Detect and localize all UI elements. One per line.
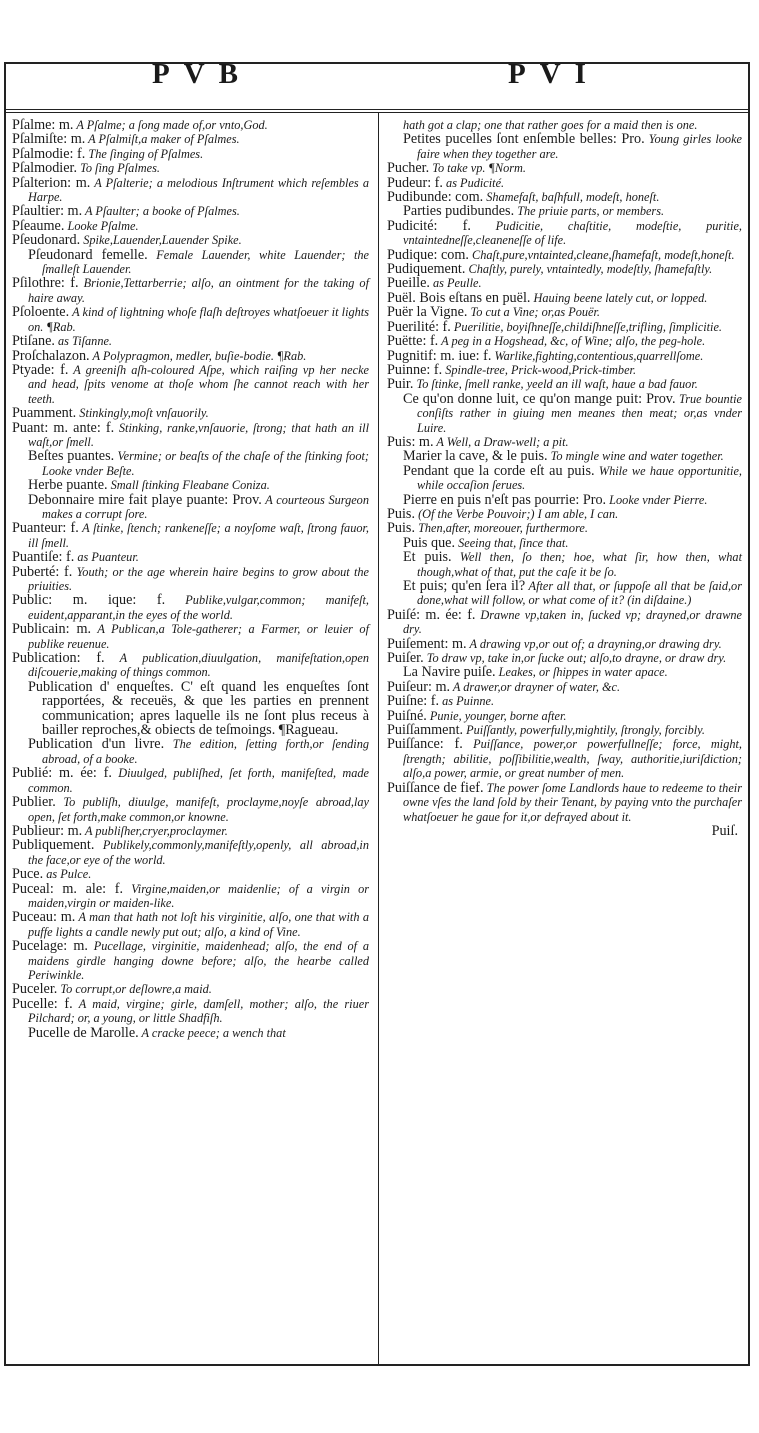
entry-definition: A Pſalterie; a melodious Inſtrument which reſembles a Harpe. — [28, 175, 369, 205]
entry-definition: Stinking, ranke,vnſauorie, ſtrong; that hath an ill waſt,or ſmell. — [28, 420, 369, 449]
dictionary-entry — [387, 608, 742, 637]
entry-headword: Puberté: f. — [12, 563, 73, 580]
dictionary-entry — [12, 363, 369, 406]
entry-definition: The priuie parts, or members. — [514, 204, 665, 219]
entry-headword: Pſeudonard femelle. — [28, 246, 148, 263]
entry-definition: Virgine,maiden,or maidenlie; of a virgin or maiden,virgin or maiden-like. — [28, 881, 369, 910]
dictionary-entry — [387, 132, 742, 161]
entry-definition: Chaſtly, purely, vntaintedly, modeſtly, ſhamefaſtly. — [465, 262, 713, 277]
dictionary-entry — [387, 334, 742, 348]
entry-headword: Herbe puante. — [28, 477, 108, 494]
entry-headword: Pendant que la corde eſt au puis. — [403, 462, 595, 479]
entry-definition: A peg in a Hogshead, &c, of Wine; alſo, the peg-hole. — [438, 334, 706, 349]
entry-definition: To publiſh, diuulge, manifeſt, proclayme,noyſe abroad,lay open, ſet forth,make common,or knowne. — [28, 795, 369, 824]
entry-definition: Puerilitie, boyiſhneſſe,childiſhneſſe,trifling, ſimplicitie. — [450, 319, 723, 334]
dictionary-entry — [12, 651, 369, 680]
entry-definition: The edition, ſetting forth,or ſending abroad, of a booke. — [42, 737, 369, 766]
dictionary-entry — [12, 248, 369, 277]
entry-headword: Pſalmodie: f. — [12, 145, 86, 162]
catchword: Puiſ. — [711, 822, 738, 839]
entry-definition: as Pudicité. — [442, 175, 505, 190]
left-column — [12, 118, 369, 1040]
dictionary-entry — [387, 161, 742, 175]
entry-definition: Puiſſance, power,or powerfullneſſe; force, might, ſtrength; abilitie, poſſibilitie,wealth, ſway, authoritie,iuriſdiction; alſo,a power, armie, or great number of men. — [403, 737, 742, 781]
entry-headword: Puël. Bois eſtans en puël. — [387, 289, 531, 306]
entry-headword: Puis que. — [403, 534, 456, 551]
dictionary-entry — [12, 939, 369, 982]
dictionary-entry — [387, 680, 742, 694]
entry-definition: True bountie conſiſts rather in giuing men meanes then meat; or,as vnder Luire. — [417, 391, 742, 435]
dictionary-entry — [12, 132, 369, 146]
header-rule-bottom-2 — [4, 112, 749, 113]
entry-definition: The power ſome Landlords haue to redeeme to their owne vſes the land ſold by their Tenant, by paying vnto the purchaſer whatſoeuer he gaue for it,or defrayed about it. — [403, 780, 742, 824]
dictionary-entry — [387, 392, 742, 435]
entry-definition: Leakes, or ſhippes in water apace. — [495, 665, 668, 680]
dictionary-entry — [387, 363, 742, 377]
entry-definition: A cracke peece; a wench that — [138, 1025, 286, 1040]
dictionary-entry — [12, 680, 369, 738]
header-left: PVB — [152, 58, 252, 90]
entry-headword: Puinne: f. — [387, 361, 443, 378]
entry-definition: Then,after, moreouer, furthermore. — [415, 521, 588, 536]
dictionary-entry — [387, 349, 742, 363]
entry-headword: La Navire puiſe. — [403, 664, 496, 681]
entry-headword: Publication d'un livre. — [28, 736, 165, 753]
dictionary-entry — [12, 795, 369, 824]
entry-headword: Puis. — [387, 520, 415, 537]
right-column — [387, 118, 742, 838]
entry-definition: A publiſher,cryer,proclaymer. — [82, 823, 228, 838]
entry-definition: Pucellage, virginitie, maidenhead; alſo, the end of a maidens girdle hanging downe before; alſo, the hearbe called Periwinkle. — [28, 939, 369, 982]
entry-definition: A kind of lightning whoſe flaſh deſtroyes whatſoeuer it lights on. ¶Rab. — [28, 305, 369, 334]
dictionary-entry — [387, 521, 742, 535]
entry-definition: Young girles looke faire when they together are. — [417, 132, 742, 161]
dictionary-entry — [387, 651, 742, 665]
entry-definition: hath got a clap; one that rather goes for a maid then is one. — [403, 118, 698, 132]
dictionary-entry — [12, 349, 369, 363]
dictionary-entry — [12, 824, 369, 838]
entry-headword: Pſalmiſte: m. — [12, 131, 86, 148]
dictionary-entry — [387, 550, 742, 579]
entry-headword: Pſoloente. — [12, 304, 70, 321]
entry-definition: Warlike,fighting,contentious,quarrellſome. — [491, 348, 704, 363]
entry-headword: Pucher. — [387, 160, 430, 177]
dictionary-entry — [387, 579, 742, 608]
dictionary-entry — [12, 737, 369, 766]
entry-headword: Pierre en puis n'eſt pas pourrie: Pro. — [403, 491, 607, 508]
entry-headword: Pucelle de Marolle. — [28, 1024, 139, 1041]
entry-definition: Pudicitie, chaſtitie, modeſtie, puritie, vntaintedneſſe,cleaneneſſe of life. — [403, 218, 742, 248]
entry-headword: Publier. — [12, 794, 56, 811]
entry-headword: Pudiquement. — [387, 261, 466, 278]
entry-headword: Parties pudibundes. — [403, 203, 515, 220]
dictionary-entry — [12, 161, 369, 175]
entry-headword: Puantiſe: f. — [12, 549, 75, 566]
entry-definition: Drawne vp,taken in, ſucked vp; drayned,or drawne dry. — [403, 607, 743, 637]
entry-headword: Ptyade: f. — [12, 361, 69, 378]
entry-headword: Pſeudonard. — [12, 232, 81, 249]
entry-headword: Puceal: m. ale: f. — [12, 880, 124, 897]
entry-headword: Publication: f. — [12, 650, 105, 667]
entry-definition: Punie, younger, borne after. — [426, 708, 567, 723]
column-divider — [378, 112, 379, 1364]
dictionary-entry — [387, 464, 742, 493]
entry-headword: Pudibunde: com. — [387, 189, 484, 206]
entry-headword: Puër la Vigne. — [387, 304, 468, 321]
entry-definition: A maid, virgine; girle, damſell, mother; alſo, the riuer Pilchard; or, a young, or little Shadfiſh. — [28, 996, 369, 1026]
entry-definition: A Pſalme; a ſong made of,or vnto,God. — [73, 118, 268, 132]
entry-definition: Publike,vulgar,common; manifeſt, euident,apparant,in the eyes of the world. — [28, 593, 369, 622]
entry-headword: Publication d' enqueſtes. C' eſt quand les enqueſtes ſont rapportées, & receuës, & que les parties en prennent communication; apres laquelle ils ne ſont plus receus à bailler reproches,& obiects de teſmoings. ¶Ragueau. — [28, 678, 369, 739]
entry-definition: To draw vp, take in,or ſucke out; alſo,to drayne, or draw dry. — [423, 651, 727, 666]
entry-headword: Pueille. — [387, 275, 430, 292]
dictionary-entry — [12, 276, 369, 305]
dictionary-entry — [387, 637, 742, 651]
entry-definition: Looke Pſalme. — [64, 218, 139, 233]
entry-headword: Puis. — [387, 505, 415, 522]
entry-headword: Puir. — [387, 376, 414, 393]
dictionary-entry — [12, 521, 369, 550]
entry-headword: Pſeaume. — [12, 217, 65, 234]
header-rule-top — [4, 62, 749, 64]
dictionary-entry — [12, 421, 369, 450]
entry-headword: Petites pucelles ſont enſemble belles: Pro. — [403, 131, 645, 148]
entry-headword: Puant: m. ante: f. — [12, 419, 115, 436]
dictionary-entry — [12, 997, 369, 1026]
entry-headword: Pugnitif: m. iue: f. — [387, 347, 492, 364]
dictionary-entry — [387, 320, 742, 334]
entry-headword: Beſtes puantes. — [28, 448, 115, 465]
entry-definition: A ſtinke, ſtench; rankeneſſe; a noyſome waſt, ſtrong fauor, ill ſmell. — [28, 521, 369, 550]
entry-definition: A greeniſh aſh-coloured Aſpe, which raiſing vp her necke and head, ſpits venome at thoſe whom ſhe cannot reach with her teeth. — [28, 362, 370, 406]
dictionary-entry — [12, 334, 369, 348]
entry-headword: Marier la cave, & le puis. — [403, 448, 548, 465]
entry-headword: Ce qu'on donne luit, ce qu'on mange puit: Prov. — [403, 390, 676, 407]
dictionary-entry — [12, 176, 369, 205]
entry-headword: Pſaultier: m. — [12, 203, 83, 220]
entry-definition: A publication,diuulgation, manifeſtation,open diſcouerie,making of things common. — [28, 651, 369, 680]
entry-headword: Puiſne: f. — [387, 693, 440, 710]
entry-definition: Seeing that, ſince that. — [455, 535, 569, 550]
dictionary-entry — [12, 233, 369, 247]
entry-headword: Publiquement. — [12, 837, 95, 854]
dictionary-entry — [12, 593, 369, 622]
entry-headword: Pſalmodier. — [12, 160, 78, 177]
dictionary-entry — [12, 867, 369, 881]
entry-definition: Female Lauender, white Lauender; the ſmalleſt Lauender. — [42, 247, 370, 277]
entry-headword: Puceau: m. — [12, 909, 76, 926]
dictionary-entry — [12, 910, 369, 939]
entry-definition: To take vp. ¶Norm. — [429, 161, 527, 176]
entry-headword: Et puis. — [403, 549, 452, 566]
entry-headword: Puerilité: f. — [387, 318, 451, 335]
dictionary-entry — [12, 204, 369, 218]
entry-headword: Et puis; qu'en ſera il? — [403, 578, 526, 594]
dictionary-entry — [12, 622, 369, 651]
dictionary-entry — [12, 406, 369, 420]
entry-definition: To cut a Vine; or,as Pouër. — [467, 305, 600, 320]
entry-headword: Pſalterion: m. — [12, 174, 91, 191]
entry-headword: Pudique: com. — [387, 246, 469, 263]
entry-definition: To ſing Pſalmes. — [77, 161, 160, 176]
entry-definition: as Tiſanne. — [54, 334, 113, 349]
dictionary-entry — [12, 565, 369, 594]
entry-headword: Puiſſamment. — [387, 722, 464, 739]
dictionary-entry — [387, 190, 742, 204]
outer-rule-left — [4, 62, 6, 1366]
entry-definition: as Peulle. — [429, 276, 482, 291]
dictionary-entry — [387, 493, 742, 507]
dictionary-entry — [12, 118, 369, 132]
dictionary-entry — [387, 435, 742, 449]
entry-headword: Ptiſane. — [12, 333, 55, 350]
entry-headword: Puiſeur: m. — [387, 678, 451, 695]
entry-headword: Puce. — [12, 866, 44, 883]
dictionary-entry — [387, 737, 742, 780]
entry-headword: Puis: m. — [387, 433, 434, 450]
entry-definition: as Puinne. — [439, 694, 495, 709]
entry-definition: Small ſtinking Fleabane Coniza. — [107, 478, 270, 493]
dictionary-entry — [387, 305, 742, 319]
entry-definition: Youth; or the age wherein haire begins to grow about the priuities. — [28, 564, 369, 593]
entry-headword: Puamment. — [12, 405, 77, 422]
entry-headword: Publié: m. ée: f. — [12, 765, 112, 782]
entry-definition: Diuulged, publiſhed, ſet forth, manifeſted, made common. — [28, 766, 369, 795]
dictionary-entry — [12, 147, 369, 161]
entry-definition: Shamefaſt, baſhfull, modeſt, honeſt. — [483, 190, 660, 205]
outer-rule-right — [748, 62, 750, 1366]
dictionary-entry — [387, 709, 742, 723]
entry-headword: Puiſer. — [387, 650, 424, 667]
entry-definition: Stinkingly,moſt vnſauorily. — [76, 406, 209, 421]
dictionary-entry — [387, 291, 742, 305]
entry-definition: While we haue opportunitie, while occaſion ſerues. — [417, 463, 742, 493]
entry-definition: The ſinging of Pſalmes. — [85, 146, 204, 161]
dictionary-entry — [387, 781, 742, 824]
header-rule-bottom — [4, 109, 749, 110]
entry-definition: A Polypragmon, medler, buſie-bodie. ¶Rab. — [89, 348, 307, 363]
entry-definition: To mingle wine and water together. — [547, 449, 724, 464]
entry-definition: Puiſſantly, powerfully,mightily, ſtrongly, forcibly. — [463, 723, 706, 738]
dictionary-entry — [12, 305, 369, 334]
entry-definition: A Pſaulter; a booke of Pſalmes. — [82, 204, 240, 219]
dictionary-entry — [12, 882, 369, 911]
entry-headword: Pſalme: m. — [12, 117, 74, 133]
entry-definition: (Of the Verbe Pouvoir;) I am able, I can. — [415, 506, 619, 521]
entry-definition: Brionie,Tettarberrie; alſo, an ointment for the taking of haire away. — [28, 276, 369, 305]
entry-definition: To ſtinke, ſmell ranke, yeeld an ill waſt, haue a bad fauor. — [413, 377, 698, 392]
entry-definition: A drawer,or drayner of water, &c. — [450, 679, 621, 694]
entry-definition: To corrupt,or deſlowre,a maid. — [57, 982, 212, 997]
entry-definition: Vermine; or beaſts of the chaſe of the ſtinking foot; Looke vnder Beſte. — [42, 449, 369, 478]
entry-headword: Pucelage: m. — [12, 938, 88, 955]
entry-definition: Publikely,commonly,manifeſtly,openly, all abroad,in the face,or eye of the world. — [28, 838, 369, 867]
entry-headword: Debonnaire mire fait playe puante: Prov. — [28, 491, 262, 508]
dictionary-entry — [12, 838, 369, 867]
entry-definition: A drawing vp,or out of; a drayning,or drawing dry. — [466, 636, 722, 651]
dictionary-entry — [12, 219, 369, 233]
dictionary-entry — [12, 478, 369, 492]
dictionary-entry — [387, 449, 742, 463]
entry-headword: Proſchalazon. — [12, 347, 90, 364]
entry-definition: Hauing beene lately cut, or lopped. — [530, 290, 708, 305]
entry-definition: Chaſt,pure,vntainted,cleane,ſhamefaſt, modeſt,honeſt. — [468, 247, 735, 262]
entry-definition: A man that hath not loſt his virginitie, alſo, one that with a puffe lights a candle newly put out; alſo, a kind of Vine. — [28, 910, 369, 939]
entry-definition: A courteous Surgeon makes a corrupt ſore. — [42, 492, 369, 521]
entry-definition: A Well, a Draw-well; a pit. — [433, 434, 569, 449]
dictionary-entry — [387, 262, 742, 276]
entry-definition: Looke vnder Pierre. — [606, 492, 708, 507]
dictionary-entry — [387, 723, 742, 737]
entry-definition: A Pſalmiſt,a maker of Pſalmes. — [85, 132, 240, 147]
dictionary-entry — [387, 118, 742, 132]
dictionary-entry — [387, 665, 742, 679]
entry-headword: Publieur: m. — [12, 822, 83, 839]
entry-headword: Public: m. ique: f. — [12, 592, 166, 609]
dictionary-entry — [387, 176, 742, 190]
entry-definition: A Publican,a Tole-gatherer; a Farmer, or leuier of publike reuenue. — [28, 622, 369, 651]
dictionary-entry — [387, 507, 742, 521]
entry-headword: Pucelle: f. — [12, 995, 73, 1012]
entry-headword: Puiſement: m. — [387, 635, 467, 652]
dictionary-entry — [12, 493, 369, 522]
entry-headword: Puiſſance de fief. — [387, 779, 484, 796]
footer-rule — [4, 1364, 749, 1366]
entry-headword: Puceler. — [12, 981, 58, 998]
entry-definition: Spindle-tree, Prick-wood,Prick-timber. — [442, 362, 637, 377]
header-right: PVI — [508, 58, 600, 90]
entry-headword: Pudicité: f. — [387, 217, 471, 234]
dictionary-entry — [12, 550, 369, 564]
entry-definition: After all that, or ſuppoſe all that be ſaid,or done,what will follow, or what come of it? (in diſdaine.) — [417, 579, 742, 608]
entry-headword: Puanteur: f. — [12, 520, 79, 537]
dictionary-entry — [387, 536, 742, 550]
dictionary-entry — [387, 377, 742, 391]
entry-headword: Puëtte: f. — [387, 333, 439, 350]
entry-definition: as Pulce. — [43, 867, 92, 882]
entry-headword: Publicain: m. — [12, 621, 92, 638]
dictionary-entry — [387, 219, 742, 248]
entry-definition: Spike,Lauender,Lauender Spike. — [80, 233, 242, 248]
dictionary-entry — [12, 449, 369, 478]
dictionary-entry — [12, 1026, 369, 1040]
dictionary-entry — [387, 204, 742, 218]
entry-headword: Puiſſance: f. — [387, 736, 463, 753]
entry-definition: as Puanteur. — [74, 550, 139, 565]
entry-headword: Pudeur: f. — [387, 174, 443, 191]
entry-definition: Well then, ſo then; hoe, what ſir, how then, what though,what of that, put the caſe it be ſo. — [417, 550, 742, 579]
entry-headword: Pſilothre: f. — [12, 275, 79, 292]
dictionary-entry — [12, 982, 369, 996]
entry-headword: Puiſné. — [387, 707, 427, 724]
dictionary-entry — [387, 248, 742, 262]
dictionary-entry — [387, 276, 742, 290]
entry-headword: Puiſé: m. ée: f. — [387, 606, 476, 623]
dictionary-entry — [387, 694, 742, 708]
dictionary-entry — [12, 766, 369, 795]
